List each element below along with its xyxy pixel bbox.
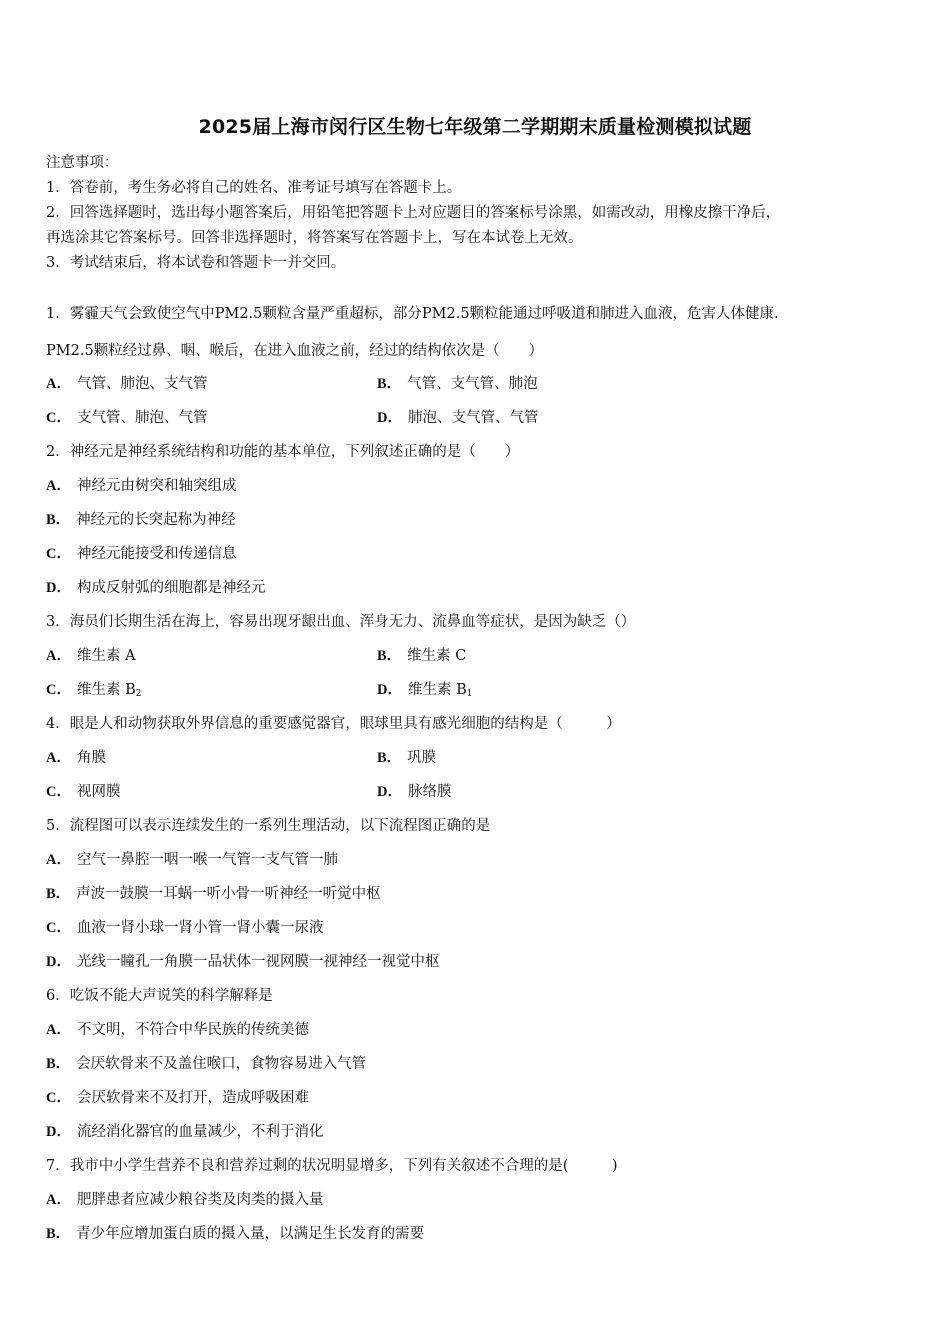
question-2-option-c: C． 神经元能接受和传递信息 <box>46 546 237 562</box>
notes-item: 3．考试结束后，将本试卷和答题卡一并交回。 <box>46 255 346 271</box>
question-6-option-b: B． 会厌软骨来不及盖住喉口，食物容易进入气管 <box>46 1056 367 1072</box>
question-1-stem-line-2: PM2.5颗粒经过鼻、咽、喉后，在进入血液之前，经过的结构依次是（ ） <box>46 343 544 359</box>
question-7-option-a: A． 肥胖患者应减少粮谷类及肉类的摄入量 <box>46 1192 324 1208</box>
question-3-option-b: B． 维生素 C <box>377 648 467 664</box>
question-3-option-d: D． 维生素 $B_1$ <box>377 682 473 699</box>
question-3-stem: 3．海员们长期生活在海上，容易出现牙龈出血、浑身无力、流鼻血等症状，是因为缺乏（） <box>46 614 636 630</box>
question-2-stem: 2．神经元是神经系统结构和功能的基本单位，下列叙述正确的是（ ） <box>46 444 520 460</box>
question-1-option-a: A． 气管、肺泡、支气管 <box>46 376 208 392</box>
notes-item: 再选涂其它答案标号。回答非选择题时，将答案写在答题卡上，写在本试卷上无效。 <box>46 230 583 246</box>
question-1-stem-line-1: 1．雾霾天气会致使空气中PM2.5颗粒含量严重超标，部分PM2.5颗粒能通过呼吸道和肺进入血液，危害人体健康. <box>46 306 779 322</box>
question-7-option-b: B． 青少年应增加蛋白质的摄入量，以满足生长发育的需要 <box>46 1226 425 1242</box>
question-6-option-d: D． 流经消化器官的血量减少，不利于消化 <box>46 1124 324 1140</box>
question-1-option-b: B． 气管、支气管、肺泡 <box>377 376 538 392</box>
question-2-option-b: B． 神经元的长突起称为神经 <box>46 512 236 528</box>
question-4-option-d: D． 脉络膜 <box>377 784 452 800</box>
question-5-option-b: B． 声波一鼓膜一耳蜗一听小骨一听神经一听觉中枢 <box>46 886 381 902</box>
question-6-option-a: A． 不文明，不符合中华民族的传统美德 <box>46 1022 309 1038</box>
question-5-option-a: A． 空气一鼻腔一咽一喉一气管一支气管一肺 <box>46 852 338 868</box>
notes-item: 2．回答选择题时，选出每小题答案后，用铅笔把答题卡上对应题目的答案标号涂黑，如需改动，用橡皮擦干净后， <box>46 205 781 221</box>
question-4-option-b: B． 巩膜 <box>377 750 437 766</box>
question-4-option-c: C． 视网膜 <box>46 784 121 800</box>
question-4-option-a: A． 角膜 <box>46 750 106 766</box>
question-4-stem: 4．眼是人和动物获取外界信息的重要感觉器官，眼球里具有感光细胞的结构是（ ） <box>46 716 621 732</box>
question-6-stem: 6．吃饭不能大声说笑的科学解释是 <box>46 988 273 1004</box>
question-1-option-c: C． 支气管、肺泡、气管 <box>46 410 208 426</box>
question-1-option-d: D． 肺泡、支气管、气管 <box>377 410 539 426</box>
question-5-option-c: C． 血液一肾小球一肾小管一肾小囊一尿液 <box>46 920 324 936</box>
question-3-option-a: A． 维生素 A <box>46 648 136 664</box>
question-6-option-c: C． 会厌软骨来不及打开，造成呼吸困难 <box>46 1090 309 1106</box>
question-2-option-d: D． 构成反射弧的细胞都是神经元 <box>46 580 266 596</box>
notes-item: 1．答卷前，考生务必将自己的姓名、准考证号填写在答题卡上。 <box>46 180 462 196</box>
question-5-stem: 5．流程图可以表示连续发生的一系列生理活动，以下流程图正确的是 <box>46 818 491 834</box>
question-2-option-a: A． 神经元由树突和轴突组成 <box>46 478 237 494</box>
question-5-option-d: D． 光线一瞳孔一角膜一品状体一视网膜一视神经一视觉中枢 <box>46 954 440 970</box>
notes-section <box>46 151 906 276</box>
notes-heading: 注意事项： <box>46 155 119 171</box>
page-title: 2025届上海市闵行区生物七年级第二学期期末质量检测模拟试题 <box>198 116 752 138</box>
question-3-option-c: C． 维生素 $B_2$ <box>46 682 142 699</box>
question-7-stem: 7．我市中小学生营养不良和营养过剩的状况明显增多，下列有关叙述不合理的是( ) <box>46 1158 618 1174</box>
